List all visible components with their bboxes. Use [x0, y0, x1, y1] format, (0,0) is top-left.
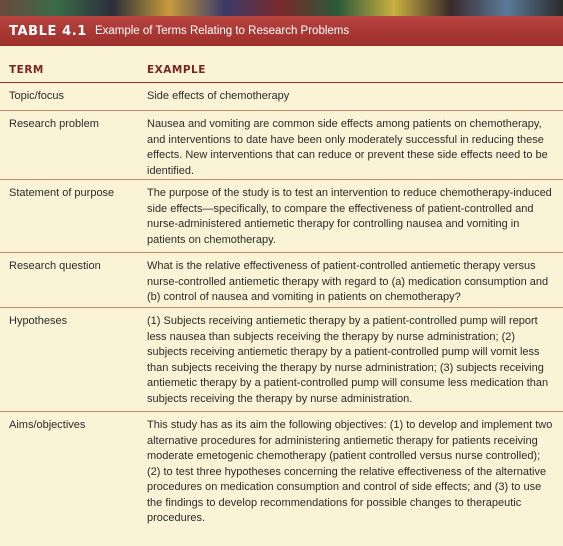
row-term: Statement of purpose — [9, 187, 115, 199]
header-photo-strip — [0, 0, 563, 16]
table-header-row — [0, 58, 563, 83]
row-example: This study has as its aim the following objectives: (1) to develop and implement two alternative procedures for administering antiemetic therapy for patients receiving moderate emetogenic chemotherapy (patient controlled versus nurse controlled); (2) to test three hypotheses concerning the relative effectiveness of the alternative procedures on medication consumption and control of side effects; and (3) to use the findings to develop recommendations for possible changes to therapeutic procedures. — [147, 419, 553, 524]
table-label: TABLE 4.1 — [9, 23, 87, 39]
row-term: Topic/focus — [9, 90, 65, 102]
row-term: Aims/objectives — [9, 419, 86, 431]
row-example: Nausea and vomiting are common side effects among patients on chemotherapy, and interventions to date have been only moderately successful in reducing these effects. New interventions that can reduce or prevent these side effects need to be identified. — [147, 118, 548, 177]
table-title: Example of Terms Relating to Research Problems — [94, 25, 350, 37]
row-term: Hypotheses — [9, 315, 68, 327]
row-example: What is the relative effectiveness of patient-controlled antiemetic therapy versus nurse-controlled antiemetic therapy with regard to (a) medication consumption and (b) control of nausea and vomiting in patients on chemotherapy? — [147, 260, 549, 303]
table-row — [0, 253, 563, 308]
table-row — [0, 412, 563, 529]
row-term: Research question — [9, 260, 101, 272]
table-row — [0, 180, 563, 253]
terms-table — [0, 58, 563, 529]
row-example: (1) Subjects receiving antiemetic therapy by a patient-controlled pump will report less nausea than subjects receiving the therapy by nurse administration; (2) subjects receiving antiemetic therapy by a patient-controlled pump will vomit less than subjects receiving the therapy by nurse administration; (3) subjects receiving antiemetic therapy by a patient-controlled pump will consume less medication than subjects receiving the therapy by nurse administration. — [147, 315, 549, 405]
row-example: The purpose of the study is to test an intervention to reduce chemotherapy-induced side effects—specifically, to compare the effectiveness of patient-controlled and nurse-administered antiemetic therapy for controlling nausea and vomiting in patients on chemotherapy. — [147, 187, 552, 246]
table-row — [0, 83, 563, 111]
header-example: EXAMPLE — [147, 64, 206, 76]
row-term: Research problem — [9, 118, 99, 130]
table-row — [0, 111, 563, 180]
row-example: Side effects of chemotherapy — [147, 90, 290, 102]
table-row — [0, 308, 563, 412]
table-title-bar — [0, 16, 563, 46]
header-term: TERM — [9, 64, 44, 76]
